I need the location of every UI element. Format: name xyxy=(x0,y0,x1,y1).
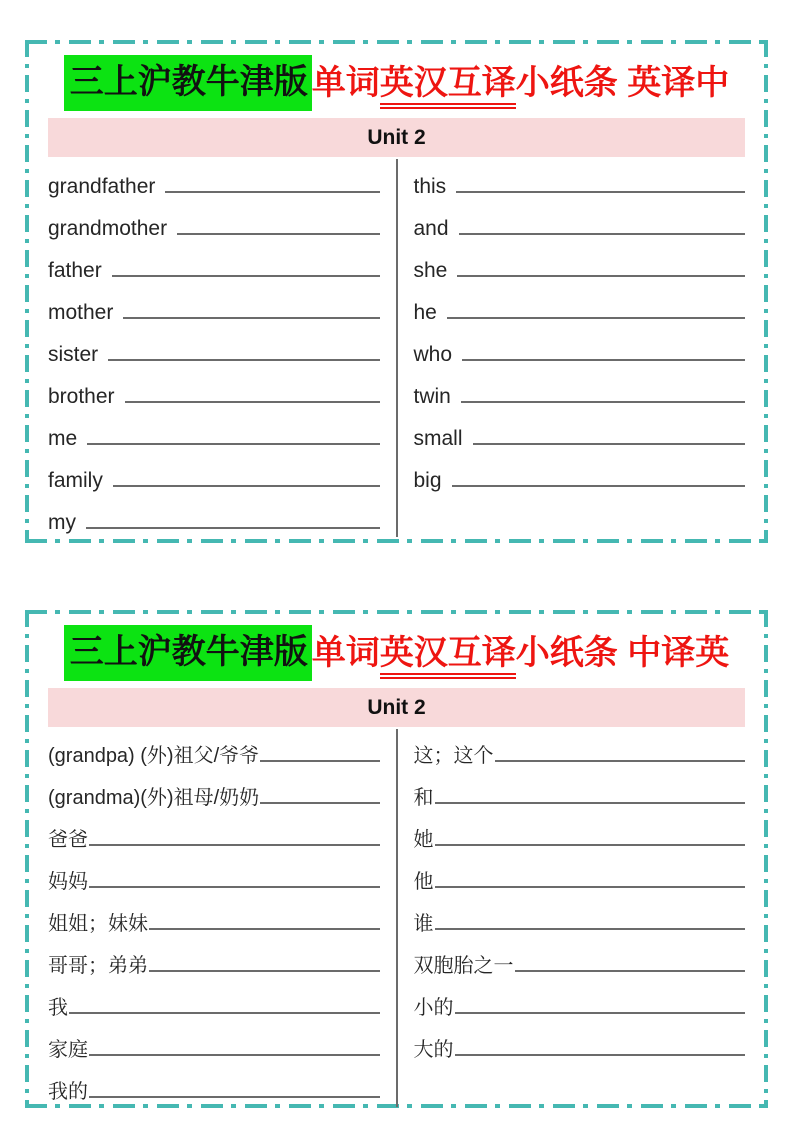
card-title xyxy=(48,55,745,111)
answer-blank-line xyxy=(108,359,379,361)
title-pre-text: 单词 xyxy=(311,64,380,102)
vocab-word: 大的 xyxy=(413,1039,454,1062)
vocab-row xyxy=(414,243,746,285)
answer-blank-line xyxy=(149,928,380,930)
answer-blank-line xyxy=(455,1054,746,1056)
vocab-row xyxy=(414,771,746,813)
vocab-row xyxy=(414,855,746,897)
vocab-row xyxy=(48,327,380,369)
answer-blank-line xyxy=(452,485,745,487)
vocab-row xyxy=(48,453,380,495)
vocab-row xyxy=(414,1023,746,1065)
left-column xyxy=(48,159,380,537)
answer-blank-line xyxy=(435,928,746,930)
title-post-text: 小纸条 中译英 xyxy=(515,634,730,672)
answer-blank-line xyxy=(86,527,380,529)
vocab-word: and xyxy=(413,217,449,241)
vocab-row xyxy=(414,981,746,1023)
title-highlighted-text: 三上沪教牛津版 xyxy=(64,55,312,111)
vocab-word: brother xyxy=(48,385,115,409)
answer-blank-line xyxy=(125,401,380,403)
vocab-row xyxy=(48,285,380,327)
vocab-word: 这；这个 xyxy=(413,745,494,768)
vocab-row xyxy=(48,897,380,939)
word-columns xyxy=(48,157,745,537)
vocab-word: he xyxy=(413,301,437,325)
vocab-row xyxy=(48,369,380,411)
title-highlighted-text: 三上沪教牛津版 xyxy=(64,625,312,681)
dashed-border-bottom xyxy=(25,539,768,543)
answer-blank-line xyxy=(462,359,745,361)
column-divider xyxy=(396,159,398,537)
vocab-row xyxy=(48,771,380,813)
vocab-row xyxy=(48,939,380,981)
answer-blank-line xyxy=(435,844,746,846)
answer-blank-line xyxy=(69,1012,380,1014)
vocab-row xyxy=(414,897,746,939)
vocab-row xyxy=(48,243,380,285)
answer-blank-line xyxy=(87,443,379,445)
vocab-row xyxy=(48,495,380,537)
vocab-word: father xyxy=(48,259,102,283)
answer-blank-line xyxy=(456,191,745,193)
vocab-word: 爸爸 xyxy=(48,829,88,852)
vocab-word: 妈妈 xyxy=(48,871,88,894)
dashed-border-right xyxy=(764,40,768,543)
vocab-word: grandfather xyxy=(48,175,156,199)
answer-blank-line xyxy=(113,485,380,487)
vocab-word: me xyxy=(48,427,78,451)
answer-blank-line xyxy=(447,317,745,319)
vocab-word: sister xyxy=(48,343,99,367)
title-underlined-text: 英汉互译 xyxy=(380,634,516,679)
vocab-row xyxy=(414,411,746,453)
vocab-word: 他 xyxy=(413,871,434,894)
vocab-word: grandmother xyxy=(48,217,168,241)
vocab-row xyxy=(48,813,380,855)
vocab-row xyxy=(414,939,746,981)
vocab-row xyxy=(414,453,746,495)
answer-blank-line xyxy=(112,275,380,277)
word-columns xyxy=(48,727,745,1107)
title-underlined-text: 英汉互译 xyxy=(380,64,516,109)
dashed-border-right xyxy=(764,610,768,1108)
answer-blank-line xyxy=(495,760,746,762)
worksheet-card-cn-to-en xyxy=(25,610,768,1108)
right-column xyxy=(414,159,746,537)
answer-blank-line xyxy=(123,317,379,319)
answer-blank-line xyxy=(455,1012,746,1014)
answer-blank-line xyxy=(89,886,380,888)
vocab-word: 姐姐；妹妹 xyxy=(48,913,148,936)
vocab-row xyxy=(48,981,380,1023)
answer-blank-line xyxy=(515,970,746,972)
vocab-word: 谁 xyxy=(413,913,434,936)
unit-header: Unit 2 xyxy=(48,688,745,727)
vocab-row xyxy=(414,285,746,327)
vocab-word: (grandpa) (外)祖父/爷爷 xyxy=(48,745,260,768)
answer-blank-line xyxy=(260,802,379,804)
worksheet-card-en-to-cn xyxy=(25,40,768,543)
vocab-word: who xyxy=(413,343,453,367)
answer-blank-line xyxy=(260,760,379,762)
vocab-word: 和 xyxy=(413,787,434,810)
vocab-word: this xyxy=(413,175,447,199)
answer-blank-line xyxy=(89,844,380,846)
answer-blank-line xyxy=(461,401,745,403)
column-divider xyxy=(396,729,398,1107)
answer-blank-line xyxy=(165,191,379,193)
title-pre-text: 单词 xyxy=(311,634,380,672)
answer-blank-line xyxy=(435,802,746,804)
vocab-row xyxy=(48,729,380,771)
vocab-row xyxy=(48,1065,380,1107)
answer-blank-line xyxy=(435,886,746,888)
vocab-word: my xyxy=(48,511,76,535)
title-post-text: 小纸条 英译中 xyxy=(515,64,730,102)
vocab-word: small xyxy=(413,427,463,451)
vocab-row xyxy=(48,855,380,897)
vocab-word: 我 xyxy=(48,997,68,1020)
vocab-row xyxy=(48,159,380,201)
answer-blank-line xyxy=(457,275,745,277)
vocab-row xyxy=(414,159,746,201)
unit-header: Unit 2 xyxy=(48,118,745,157)
vocab-row xyxy=(414,729,746,771)
vocab-row xyxy=(414,201,746,243)
answer-blank-line xyxy=(149,970,380,972)
vocab-word: family xyxy=(48,469,103,493)
vocab-word: 我的 xyxy=(48,1081,88,1104)
answer-blank-line xyxy=(177,233,379,235)
vocab-row xyxy=(414,327,746,369)
left-column xyxy=(48,729,380,1107)
vocab-row xyxy=(48,1023,380,1065)
answer-blank-line xyxy=(459,233,745,235)
vocab-word: (grandma)(外)祖母/奶奶 xyxy=(48,787,260,810)
vocab-word: 双胞胎之一 xyxy=(413,955,514,978)
vocab-row xyxy=(414,369,746,411)
vocab-word: 哥哥；弟弟 xyxy=(48,955,148,978)
vocab-word: twin xyxy=(413,385,451,409)
answer-blank-line xyxy=(89,1054,380,1056)
vocab-word: mother xyxy=(48,301,114,325)
vocab-word: big xyxy=(413,469,442,493)
vocab-word: 家庭 xyxy=(48,1039,88,1062)
right-column xyxy=(414,729,746,1107)
vocab-word: she xyxy=(413,259,448,283)
vocab-word: 小的 xyxy=(413,997,454,1020)
card-title xyxy=(48,625,745,681)
answer-blank-line xyxy=(89,1096,380,1098)
vocab-row xyxy=(414,813,746,855)
vocab-word: 她 xyxy=(413,829,434,852)
answer-blank-line xyxy=(473,443,745,445)
vocab-row xyxy=(48,411,380,453)
vocab-row xyxy=(48,201,380,243)
